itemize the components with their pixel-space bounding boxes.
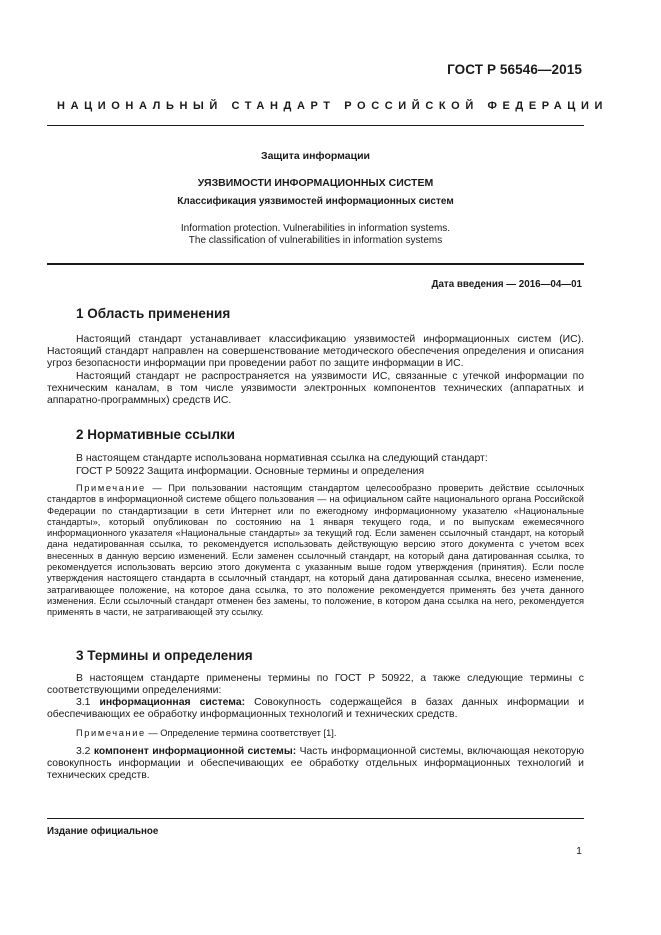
section-2-paragraph-1 — [47, 453, 584, 465]
section-2-heading: 2 Нормативные ссылки — [76, 427, 235, 442]
section-3-note — [47, 728, 584, 739]
term-3-2 — [47, 746, 584, 783]
section-3-note-label: Примечание — [76, 728, 146, 738]
term-3-1-definition: Совокупность содержащейся в базах данных информации и обеспечивающих ее обработку информационных технологий и технических средств. — [47, 697, 584, 721]
section-2-paragraph-1-text: В настоящем стандарте использована нормативная ссылка на следующий стандарт: — [76, 453, 488, 464]
term-3-1-number: 3.1 — [76, 697, 100, 708]
document-code: ГОСТ Р 56546—2015 — [447, 62, 582, 77]
official-edition-label: Издание официальное — [47, 826, 159, 837]
term-3-1 — [47, 697, 584, 721]
section-2-paragraph-2 — [47, 466, 584, 478]
section-3-note-text: — Определение термина соответствует [1]. — [145, 728, 337, 738]
title-english-line2: The classification of vulnerabilities in information systems — [188, 235, 443, 246]
section-3-paragraph-1 — [47, 673, 584, 697]
section-1-paragraph-2 — [47, 371, 584, 408]
term-3-2-definition: Часть информационной системы, включающая некоторую совокупность информации и обеспечивающих ее обработку отдельных информационных технологий и технических средств. — [47, 746, 584, 782]
national-standard-banner: НАЦИОНАЛЬНЫЙ СТАНДАРТ РОССИЙСКОЙ ФЕДЕРАЦИИ — [57, 100, 608, 112]
section-1-paragraph-1 — [47, 334, 584, 371]
title-subtitle: Классификация уязвимостей информационных систем — [177, 196, 454, 207]
title-main: УЯЗВИМОСТИ ИНФОРМАЦИОННЫХ СИСТЕМ — [197, 177, 434, 189]
section-2-paragraph-2-text: ГОСТ Р 50922 Защита информации. Основные термины и определения — [76, 466, 425, 477]
section-1-paragraph-2-text: Настоящий стандарт не распространяется на уязвимости ИС, связанные с утечкой информации по техническим каналам, в том числе уязвимости электронных компонентов технических (аппаратных и аппаратно-программных) средств ИС. — [47, 371, 584, 407]
section-2-note-text: — При пользовании настоящим стандартом целесообразно проверить действие ссылочных стандартов в информационной системе общего пользования — на официальном сайте национального органа Российской Федерации по стандартизации в сети Интернет или по ежегодному информационному указателю «Национальные стандарты», который опубликован по состоянию на 1 января текущего года, и по выпускам ежемесячного информационного указателя «Национальные стандарты» за текущий год. Если заменен ссылочный стандарт, на который дана недатированная ссылка, то рекомендуется использовать действующую версию этого документа с учетом всех внесенных в данную версию изменений. Если заменен ссылочный стандарт, на который дана датированная ссылка, то рекомендуется использовать версию этого документа с указанным выше годом утверждения (принятия). Если после утверждения настоящего стандарта в ссылочный стандарт, на который дана датированная ссылка, внесено изменение, затрагивающее положение, на которое дана ссылка, то это положение рекомендуется применять без учета данного изменения. Если ссылочный стандарт отменен без замены, то положение, в котором дана ссылка на него, рекомендуется применять в части, не затрагивающей эту ссылку. — [47, 483, 584, 618]
footer-divider — [47, 818, 584, 819]
term-3-2-term: компонент информационной системы: — [93, 746, 297, 757]
section-2-note-label: Примечание — [76, 483, 146, 493]
title-subject: Защита информации — [261, 150, 370, 162]
top-divider — [47, 125, 584, 126]
section-3-heading: 3 Термины и определения — [76, 648, 253, 663]
term-3-2-number: 3.2 — [76, 746, 94, 757]
section-1-heading: 1 Область применения — [76, 306, 231, 321]
section-1-paragraph-1-text: Настоящий стандарт устанавливает классификацию уязвимостей информационных систем (ИС). Настоящий стандарт направлен на совершенствование методического обеспечения определения и описания угроз безопасности информации при проведении работ по защите информации в ИС. — [47, 334, 584, 370]
introduction-date: Дата введения — 2016—04—01 — [431, 279, 582, 290]
term-3-1-term: информационная система: — [99, 697, 246, 708]
section-2-note — [47, 483, 584, 619]
title-english-line1: Information protection. Vulnerabilities in information systems. — [180, 223, 451, 234]
section-3-paragraph-1-text: В настоящем стандарте применены термины по ГОСТ Р 50922, а также следующие термины с соответствующими определениями: — [47, 673, 584, 697]
title-divider — [47, 263, 584, 265]
page-number: 1 — [576, 845, 582, 857]
